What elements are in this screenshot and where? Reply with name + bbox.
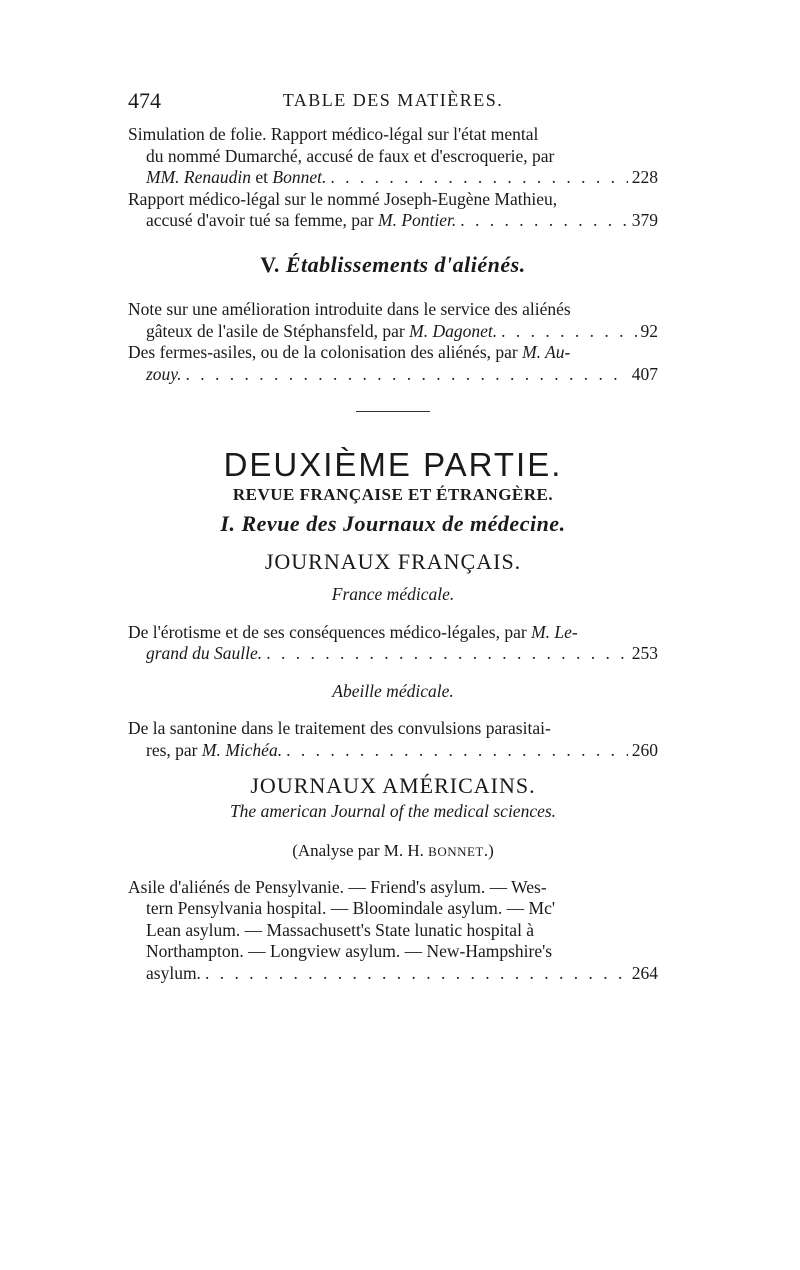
entry-line: du nommé Dumarché, accusé de faux et d'escroquerie, par bbox=[146, 145, 555, 166]
entry-author: accusé d'avoir tué sa femme, par M. Pontier. bbox=[146, 210, 457, 230]
section-heading-v: V. Établissements d'aliénés. bbox=[260, 251, 526, 277]
entry-line: Note sur une amélioration introduite dans le service des aliénés bbox=[128, 299, 571, 319]
entry-leader-line bbox=[128, 210, 658, 232]
entry-author: MM. Renaudin et Bonnet. bbox=[146, 167, 327, 187]
dot-leader bbox=[460, 210, 627, 232]
entry-leader-line bbox=[128, 963, 658, 985]
toc-entry-fermes-asiles bbox=[128, 342, 658, 385]
table-of-contents bbox=[128, 124, 658, 984]
running-title: TABLE DES MATIÈRES. bbox=[282, 90, 504, 110]
dot-leader bbox=[205, 963, 628, 985]
entry-author: asylum. bbox=[146, 962, 201, 983]
entry-line: Lean asylum. — Massachusett's State lunatic hospital à bbox=[146, 919, 535, 940]
toc-entry-erotisme bbox=[128, 622, 658, 665]
analyse-note: (Analyse par M. H. BONNET.) bbox=[292, 841, 494, 860]
entry-line: Simulation de folie. Rapport médico-légal sur l'état mental bbox=[128, 124, 539, 144]
entry-line: Rapport médico-légal sur le nommé Joseph-Eugène Mathieu, bbox=[128, 188, 558, 209]
entry-line: Asile d'aliénés de Pensylvanie. — Friend's asylum. — Wes- bbox=[128, 876, 547, 897]
entry-page: 407 bbox=[631, 363, 658, 384]
toc-entry-asiles-americains bbox=[128, 877, 658, 985]
entry-leader-line bbox=[128, 321, 658, 343]
journaux-americains-heading: JOURNAUX AMÉRICAINS. bbox=[250, 773, 536, 798]
entry-author: zouy. bbox=[146, 363, 182, 384]
dot-leader bbox=[501, 321, 636, 343]
entry-author: gâteux de l'asile de Stéphansfeld, par M. Dagonet. bbox=[146, 320, 498, 341]
section-heading-revue: I. Revue des Journaux de médecine. bbox=[220, 511, 566, 536]
toc-entry-simulation bbox=[128, 124, 658, 189]
entry-page: 264 bbox=[631, 962, 658, 983]
entry-line: tern Pensylvania hospital. — Bloomindale asylum. — Mc' bbox=[146, 898, 556, 918]
journal-name: France médicale. bbox=[331, 584, 455, 604]
entry-page: 228 bbox=[631, 167, 658, 187]
entry-leader-line bbox=[128, 643, 658, 665]
running-head bbox=[128, 88, 658, 118]
journal-name: The american Journal of the medical sciences. bbox=[229, 800, 557, 821]
page-number: 474 bbox=[128, 88, 161, 113]
journaux-francais-heading: JOURNAUX FRANÇAIS. bbox=[264, 548, 522, 574]
dot-leader bbox=[186, 364, 628, 386]
entry-page: 379 bbox=[631, 210, 658, 230]
entry-leader-line bbox=[128, 167, 658, 189]
entry-author: res, par M. Michéa. bbox=[146, 739, 283, 760]
toc-entry-rapport-mathieu bbox=[128, 189, 658, 232]
part-subtitle: REVUE FRANÇAISE ET ÉTRANGÈRE. bbox=[232, 484, 554, 504]
entry-line: De l'érotisme et de ses conséquences médico-légales, par M. Le- bbox=[128, 621, 578, 642]
toc-entry-note-amelioration bbox=[128, 299, 658, 342]
entry-page: 260 bbox=[631, 739, 658, 760]
entry-page: 92 bbox=[640, 320, 658, 341]
entry-line: De la santonine dans le traitement des convulsions parasitai- bbox=[128, 718, 551, 738]
entry-author: grand du Saulle. bbox=[146, 643, 263, 663]
toc-entry-santonine bbox=[128, 718, 658, 761]
dot-leader bbox=[266, 643, 628, 665]
part-title: DEUXIÈME PARTIE. bbox=[223, 446, 563, 483]
entry-line: Des fermes-asiles, ou de la colonisation des aliénés, par M. Au- bbox=[128, 342, 571, 362]
entry-leader-line bbox=[128, 740, 658, 762]
dot-leader bbox=[286, 740, 628, 762]
dot-leader bbox=[330, 167, 627, 189]
entry-leader-line bbox=[128, 364, 658, 386]
journal-name: Abeille médicale. bbox=[332, 680, 454, 701]
entry-line: Northampton. — Longview asylum. — New-Hampshire's bbox=[146, 941, 553, 961]
entry-page: 253 bbox=[631, 643, 658, 663]
